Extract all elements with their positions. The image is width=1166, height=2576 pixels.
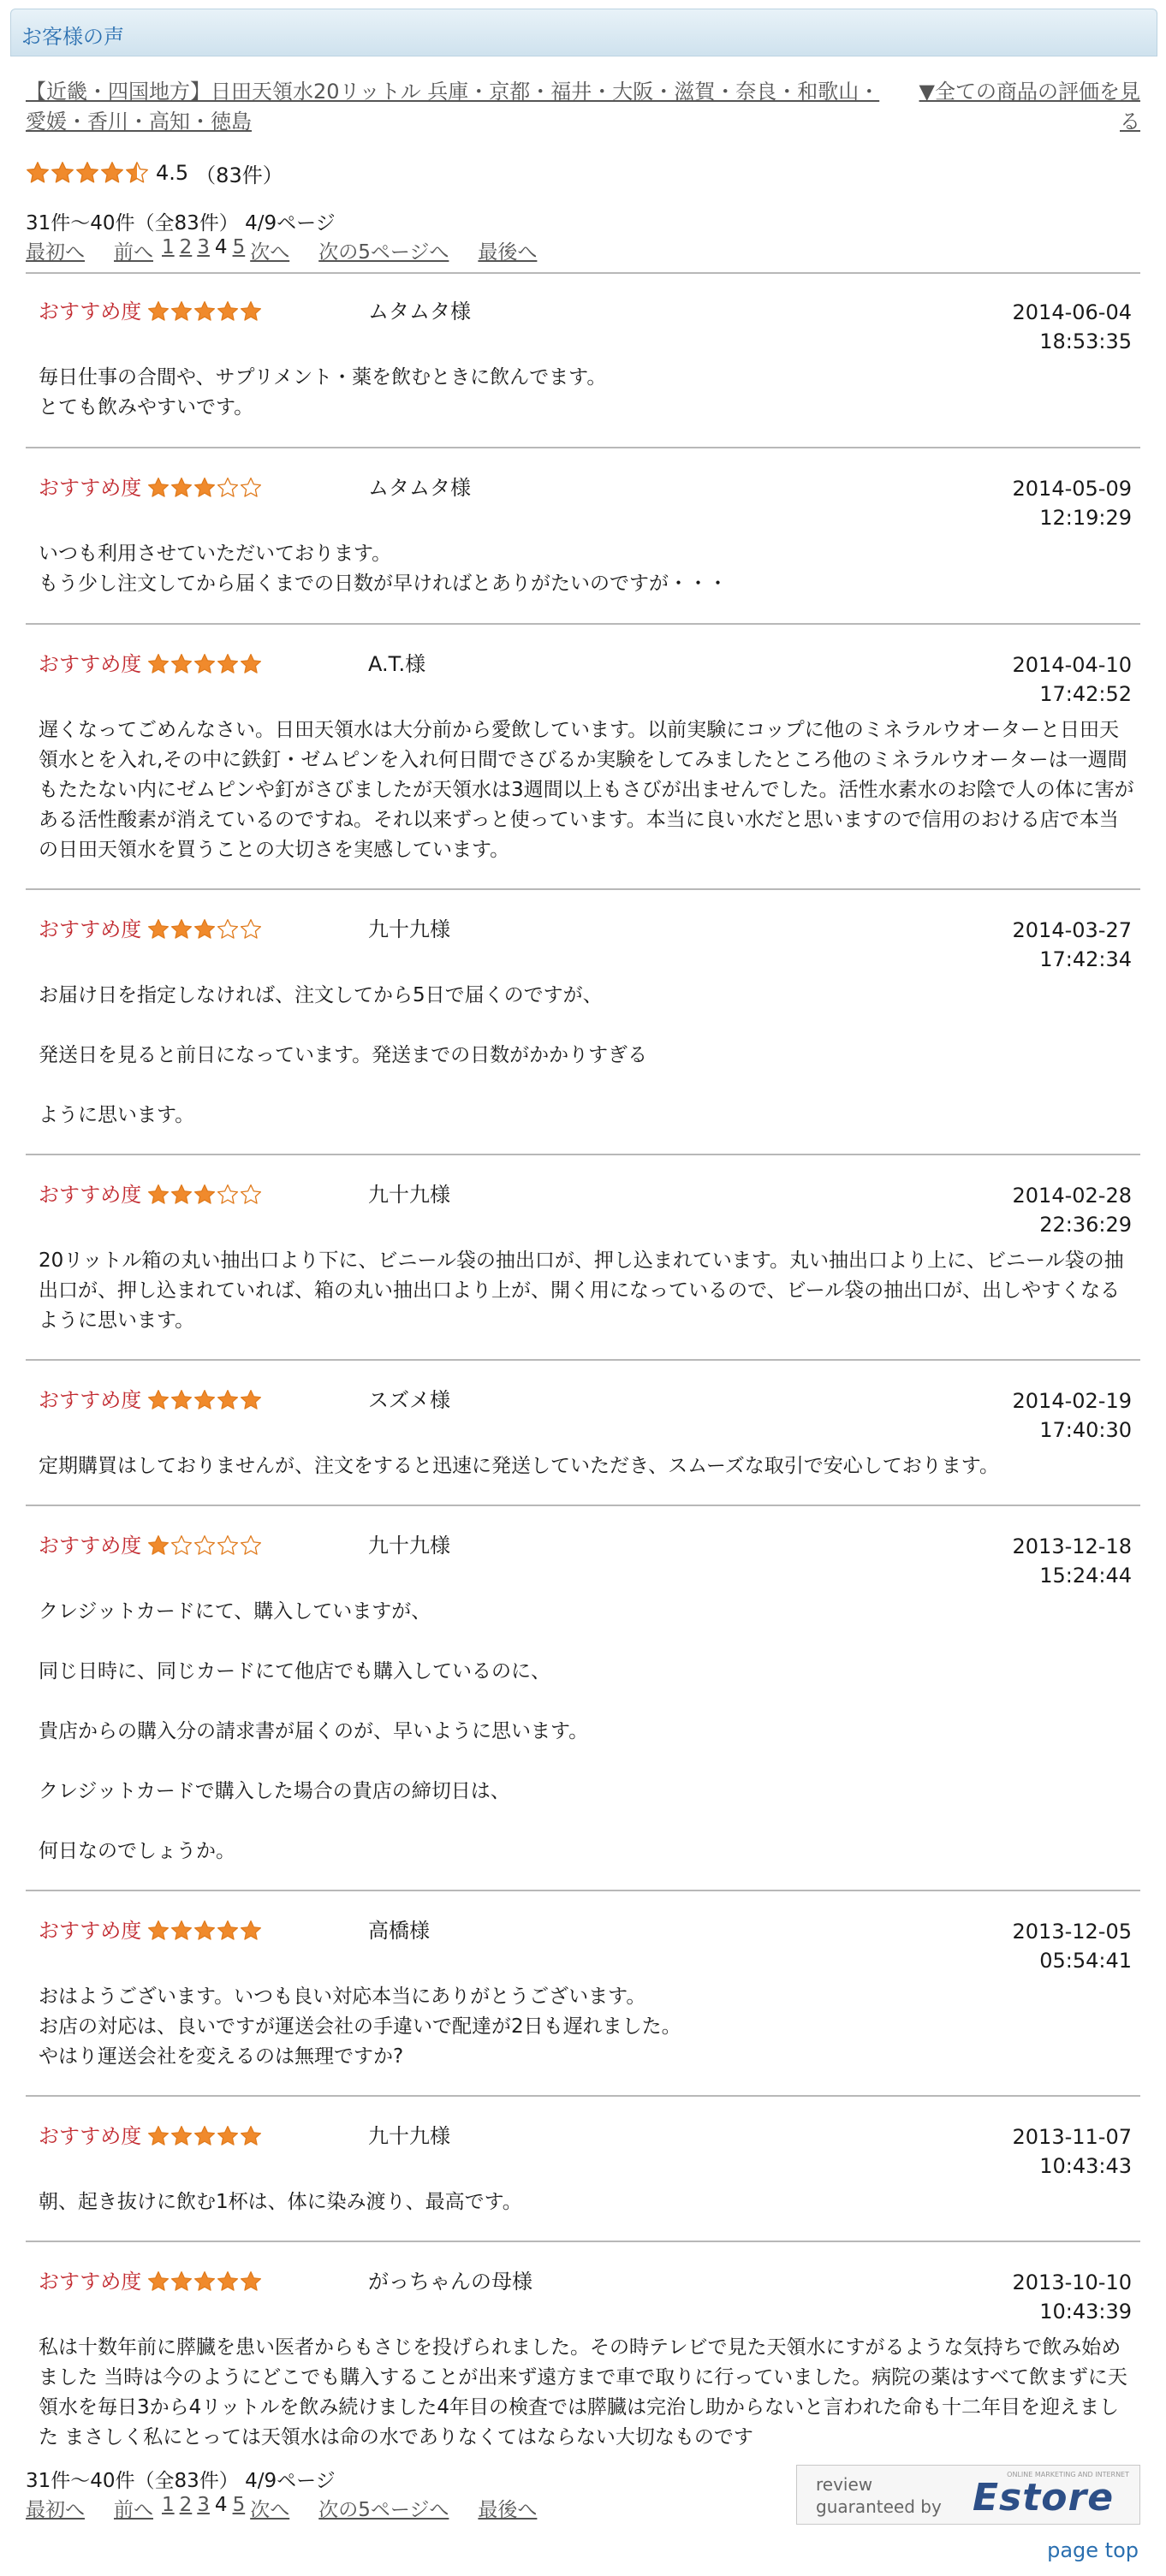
paging-info-bottom: 31件～40件（全83件） 4/9ページ bbox=[26, 2470, 336, 2492]
review-text-line: もう少し注文してから届くまでの日数が早ければとありがたいのですが・・・ bbox=[39, 573, 728, 595]
star-filled-icon bbox=[193, 2270, 216, 2293]
pager-page-link[interactable]: 5 bbox=[232, 2494, 246, 2516]
reviewer-name: 九十九様 bbox=[368, 1183, 450, 1207]
review-date: 2013-10-10 bbox=[1012, 2270, 1132, 2294]
estore-badge[interactable] bbox=[796, 2465, 1140, 2525]
review-text-line bbox=[39, 1807, 1134, 1837]
review-datetime bbox=[1013, 1532, 1132, 1590]
review-datetime bbox=[1013, 2122, 1132, 2181]
star-filled-icon bbox=[240, 1389, 262, 1411]
star-filled-icon bbox=[193, 653, 216, 675]
review-text-line bbox=[39, 1011, 1134, 1041]
star-filled-icon bbox=[217, 653, 239, 675]
review-body bbox=[39, 1597, 1134, 1867]
all-reviews-link[interactable]: ▼全ての商品の評価を見る bbox=[919, 80, 1140, 134]
review-date: 2014-02-28 bbox=[1012, 1184, 1132, 1208]
review-datetime bbox=[1013, 1386, 1132, 1445]
review-time: 10:43:39 bbox=[1039, 2300, 1132, 2324]
review-body bbox=[39, 2333, 1134, 2453]
divider bbox=[26, 2095, 1140, 2097]
review-body bbox=[39, 2187, 1134, 2217]
star-filled-icon bbox=[217, 1389, 239, 1411]
star-filled-icon bbox=[217, 300, 239, 323]
star-empty-icon bbox=[217, 1534, 239, 1557]
rating-summary bbox=[26, 159, 283, 187]
review-text-line: ように思います。 bbox=[39, 1104, 195, 1126]
pager-top bbox=[26, 236, 537, 264]
recommend-label: おすすめ度 bbox=[39, 1534, 142, 1558]
review-text-line: やはり運送会社を変えるのは無理ですか? bbox=[39, 2045, 404, 2068]
reviewer-name: 九十九様 bbox=[368, 1534, 450, 1558]
review-body bbox=[39, 981, 1134, 1131]
reviewer-name: 九十九様 bbox=[368, 2124, 450, 2148]
review-text-line: 20リットル箱の丸い抽出口より下に、ビニール袋の抽出口が、押し込まれています。丸い抽出口より上に、ビニール袋の抽出口が、押し込まれていれば、箱の丸い抽出口より上が、開く用になっているので、ビール袋の抽出口が、出しやすくなるように思います。 bbox=[39, 1249, 1124, 1332]
review-time: 12:19:29 bbox=[1039, 506, 1132, 530]
star-filled-icon bbox=[147, 653, 170, 675]
star-empty-icon bbox=[217, 477, 239, 499]
recommend-label: おすすめ度 bbox=[39, 476, 142, 500]
recommend-label: おすすめ度 bbox=[39, 2270, 142, 2294]
review-text-line: クレジットカードにて、購入していますが、 bbox=[39, 1600, 431, 1623]
star-filled-icon bbox=[217, 2270, 239, 2293]
divider bbox=[26, 2241, 1140, 2242]
review-body bbox=[39, 715, 1134, 865]
product-link[interactable]: 【近畿・四国地方】日田天領水20リットル 兵庫・京都・福井・大阪・滋賀・奈良・和歌山・愛媛・香川・高知・徳島 bbox=[26, 80, 880, 134]
divider bbox=[26, 1359, 1140, 1361]
review-time: 10:43:43 bbox=[1039, 2154, 1132, 2178]
pager-current-page: 4 bbox=[214, 2494, 228, 2516]
review-stars bbox=[147, 1389, 262, 1411]
pager-page-link[interactable]: 1 bbox=[162, 2494, 175, 2516]
review-text-line: いつも利用させていただいております。 bbox=[39, 543, 392, 565]
star-filled-icon bbox=[170, 300, 193, 323]
section-title: お客様の声 bbox=[21, 25, 124, 49]
pager-page-link[interactable]: 5 bbox=[232, 236, 246, 258]
review-stars bbox=[147, 2125, 262, 2147]
star-empty-icon bbox=[170, 1534, 193, 1557]
star-filled-icon bbox=[193, 1389, 216, 1411]
reviewer-name: ムタムタ様 bbox=[368, 300, 471, 323]
star-filled-icon bbox=[147, 1920, 170, 1942]
star-filled-icon bbox=[147, 2125, 170, 2147]
review-datetime bbox=[1013, 298, 1132, 356]
review-datetime bbox=[1013, 1917, 1132, 1975]
review-text-line: おはようございます。いつも良い対応本当にありがとうございます。 bbox=[39, 1985, 646, 2008]
star-empty-icon bbox=[240, 1534, 262, 1557]
pager-current-page: 4 bbox=[214, 236, 228, 258]
pager-first-link[interactable]: 最初へ bbox=[26, 241, 85, 264]
divider bbox=[26, 447, 1140, 448]
review-date: 2014-05-09 bbox=[1012, 477, 1132, 501]
recommend-label: おすすめ度 bbox=[39, 1183, 142, 1207]
review-stars bbox=[147, 918, 262, 941]
review-text-line: 同じ日時に、同じカードにて他店でも購入しているのに、 bbox=[39, 1660, 550, 1683]
review-text-line: 発送日を見ると前日になっています。発送までの日数がかかりすぎる bbox=[39, 1044, 648, 1066]
review-time: 18:53:35 bbox=[1039, 329, 1132, 353]
review-stars bbox=[147, 1534, 262, 1557]
review-text-line: 私は十数年前に膵臓を患い医者からもさじを投げられました。その時テレビで見た天領水にすがるような気持ちで飲み始めました 当時は今のようにどこでも購入することが出来ず遠方まで車で取りに行っていました。病院の薬はすべて飲まずに天領水を毎日3から4リットルを飲み続けました4年目の検査では膵臓は完治し助からないと言われた命も十二年目を迎えました まさしく私にとっては天領水は命の水でありなくてはならない大切なものです bbox=[39, 2336, 1127, 2448]
star-filled-icon bbox=[51, 161, 74, 185]
star-filled-icon bbox=[147, 1184, 170, 1206]
pager-page-link[interactable]: 3 bbox=[197, 2494, 210, 2516]
review-time: 15:24:44 bbox=[1039, 1564, 1132, 1588]
star-filled-icon bbox=[170, 1389, 193, 1411]
pager-last-link[interactable]: 最後へ bbox=[478, 241, 538, 264]
review-stars bbox=[147, 1184, 262, 1206]
recommend-label: おすすめ度 bbox=[39, 1388, 142, 1412]
star-filled-icon bbox=[147, 477, 170, 499]
badge-tagline: ONLINE MARKETING AND INTERNET bbox=[1007, 2471, 1129, 2478]
star-empty-icon bbox=[240, 918, 262, 941]
pager-next5-link[interactable]: 次の5ページへ bbox=[318, 241, 449, 264]
pager-last-link[interactable]: 最後へ bbox=[478, 2499, 538, 2521]
paging-info-top: 31件～40件（全83件） 4/9ページ bbox=[26, 212, 336, 234]
review-text-line: 朝、起き抜けに飲む1杯は、体に染み渡り、最高です。 bbox=[39, 2191, 522, 2213]
recommend-label: おすすめ度 bbox=[39, 1919, 142, 1943]
recommend-label: おすすめ度 bbox=[39, 652, 142, 676]
star-filled-icon bbox=[170, 2270, 193, 2293]
review-text-line: 定期購買はしておりませんが、注文をすると迅速に発送していただき、スムーズな取引で安心しております。 bbox=[39, 1455, 999, 1477]
review-stars bbox=[147, 1920, 262, 1942]
review-datetime bbox=[1013, 2268, 1132, 2326]
review-datetime bbox=[1013, 1181, 1132, 1239]
star-filled-icon bbox=[75, 161, 99, 185]
pager-next-link[interactable]: 次へ bbox=[250, 241, 290, 264]
star-filled-icon bbox=[170, 918, 193, 941]
review-date: 2014-04-10 bbox=[1012, 653, 1132, 677]
review-text-line bbox=[39, 1627, 1134, 1657]
divider bbox=[26, 1154, 1140, 1155]
pager-prev-link[interactable]: 前へ bbox=[114, 2499, 153, 2521]
reviewer-name: A.T.様 bbox=[368, 652, 426, 676]
star-filled-icon bbox=[147, 1534, 170, 1557]
star-filled-icon bbox=[193, 477, 216, 499]
pager-page-link[interactable]: 2 bbox=[179, 236, 193, 258]
star-filled-icon bbox=[217, 1920, 239, 1942]
review-text-line bbox=[39, 1747, 1134, 1777]
rating-value: 4.5 bbox=[156, 161, 189, 185]
star-filled-icon bbox=[240, 2270, 262, 2293]
star-filled-icon bbox=[240, 1920, 262, 1942]
review-datetime bbox=[1013, 916, 1132, 974]
pager-page-link[interactable]: 2 bbox=[179, 2494, 193, 2516]
review-date: 2013-12-05 bbox=[1012, 1920, 1132, 1944]
star-empty-icon bbox=[217, 1184, 239, 1206]
star-filled-icon bbox=[193, 1184, 216, 1206]
star-filled-icon bbox=[193, 2125, 216, 2147]
estore-logo: Estore bbox=[973, 2476, 1115, 2520]
pager-page-link[interactable]: 1 bbox=[162, 236, 175, 258]
reviewer-name: がっちゃんの母様 bbox=[368, 2270, 532, 2294]
star-filled-icon bbox=[26, 161, 50, 185]
review-stars bbox=[147, 477, 262, 499]
star-filled-icon bbox=[100, 161, 124, 185]
star-filled-icon bbox=[193, 918, 216, 941]
section-header bbox=[10, 9, 1157, 56]
divider bbox=[26, 888, 1140, 890]
badge-line2: guaranteed by bbox=[816, 2496, 942, 2517]
review-time: 22:36:29 bbox=[1039, 1213, 1132, 1237]
review-date: 2014-06-04 bbox=[1012, 300, 1132, 324]
review-datetime bbox=[1013, 650, 1132, 709]
divider bbox=[26, 1505, 1140, 1506]
star-filled-icon bbox=[147, 300, 170, 323]
pager-bottom bbox=[26, 2494, 537, 2522]
review-text-line bbox=[39, 1687, 1134, 1717]
review-body bbox=[39, 1451, 1134, 1481]
star-filled-icon bbox=[170, 1920, 193, 1942]
star-filled-icon bbox=[240, 653, 262, 675]
pager-next-link[interactable]: 次へ bbox=[250, 2499, 290, 2521]
review-time: 17:42:34 bbox=[1039, 947, 1132, 971]
star-filled-icon bbox=[170, 2125, 193, 2147]
divider bbox=[26, 623, 1140, 625]
recommend-label: おすすめ度 bbox=[39, 2124, 142, 2148]
star-empty-icon bbox=[240, 477, 262, 499]
star-filled-icon bbox=[147, 2270, 170, 2293]
star-filled-icon bbox=[240, 2125, 262, 2147]
pager-first-link[interactable]: 最初へ bbox=[26, 2499, 85, 2521]
recommend-label: おすすめ度 bbox=[39, 917, 142, 941]
star-filled-icon bbox=[240, 300, 262, 323]
star-filled-icon bbox=[217, 2125, 239, 2147]
review-body bbox=[39, 363, 1134, 423]
star-filled-icon bbox=[147, 1389, 170, 1411]
reviewer-name: 高橋様 bbox=[368, 1919, 430, 1943]
review-datetime bbox=[1013, 474, 1132, 532]
review-time: 05:54:41 bbox=[1039, 1949, 1132, 1973]
review-text-line: 何日なのでしょうか。 bbox=[39, 1840, 235, 1862]
pager-prev-link[interactable]: 前へ bbox=[114, 241, 153, 264]
review-date: 2014-03-27 bbox=[1012, 918, 1132, 942]
review-text-line: お店の対応は、良いですが運送会社の手違いで配達が2日も遅れました。 bbox=[39, 2015, 681, 2038]
star-filled-icon bbox=[147, 918, 170, 941]
review-text-line: 遅くなってごめんなさい。日田天領水は大分前から愛飲しています。以前実験にコップに他のミネラルウオーターと日田天領水とを入れ,その中に鉄釘・ゼムピンを入れ何日間でさびるか実験をしてみましたところ他のミネラルウオーターは一週間もたたない内にゼムピンや釘がさびましたが天領水は3週間以上もさびが出ませんでした。活性水素水のお陰で人の体に害がある活性酸素が消えているのですね。それ以来ずっと使っています。本当に良い水だと思いますので信用のおける店で本当の日田天領水を買うことの大切さを実感しています。 bbox=[39, 719, 1134, 861]
star-filled-icon bbox=[193, 1920, 216, 1942]
review-stars bbox=[147, 653, 262, 675]
review-body bbox=[39, 539, 1134, 599]
review-time: 17:42:52 bbox=[1039, 682, 1132, 706]
reviewer-name: 九十九様 bbox=[368, 917, 450, 941]
review-text-line: 貴店からの購入分の請求書が届くのが、早いように思います。 bbox=[39, 1720, 589, 1742]
star-empty-icon bbox=[193, 1534, 216, 1557]
star-filled-icon bbox=[193, 300, 216, 323]
rating-stars bbox=[26, 161, 149, 185]
recommend-label: おすすめ度 bbox=[39, 300, 142, 323]
review-body bbox=[39, 1246, 1134, 1336]
rating-count: （83件） bbox=[195, 163, 283, 187]
star-filled-icon bbox=[170, 1184, 193, 1206]
review-text-line: クレジットカードで購入した場合の貴店の締切日は、 bbox=[39, 1780, 510, 1802]
divider bbox=[26, 1890, 1140, 1891]
review-date: 2013-11-07 bbox=[1012, 2125, 1132, 2149]
pager-page-link[interactable]: 3 bbox=[197, 236, 210, 258]
star-empty-icon bbox=[240, 1184, 262, 1206]
review-text-line: 毎日仕事の合間や、サプリメント・薬を飲むときに飲んでます。 bbox=[39, 366, 607, 389]
reviewer-name: スズメ様 bbox=[368, 1388, 450, 1412]
review-text-line: とても飲みやすいです。 bbox=[39, 396, 254, 418]
review-text-line: お届け日を指定しなければ、注文してから5日で届くのですが、 bbox=[39, 984, 603, 1006]
review-text-line bbox=[39, 1071, 1134, 1101]
pager-next5-link[interactable]: 次の5ページへ bbox=[318, 2499, 449, 2521]
page-top-link[interactable]: page top bbox=[1047, 2538, 1139, 2562]
review-date: 2013-12-18 bbox=[1012, 1534, 1132, 1558]
review-body bbox=[39, 1982, 1134, 2072]
star-filled-icon bbox=[170, 653, 193, 675]
review-date: 2014-02-19 bbox=[1012, 1389, 1132, 1413]
star-filled-icon bbox=[125, 161, 149, 185]
star-empty-icon bbox=[217, 918, 239, 941]
divider bbox=[26, 272, 1140, 274]
review-time: 17:40:30 bbox=[1039, 1418, 1132, 1442]
review-stars bbox=[147, 2270, 262, 2293]
review-stars bbox=[147, 300, 262, 323]
reviewer-name: ムタムタ様 bbox=[368, 476, 471, 500]
badge-line1: review bbox=[816, 2474, 873, 2495]
star-filled-icon bbox=[170, 477, 193, 499]
